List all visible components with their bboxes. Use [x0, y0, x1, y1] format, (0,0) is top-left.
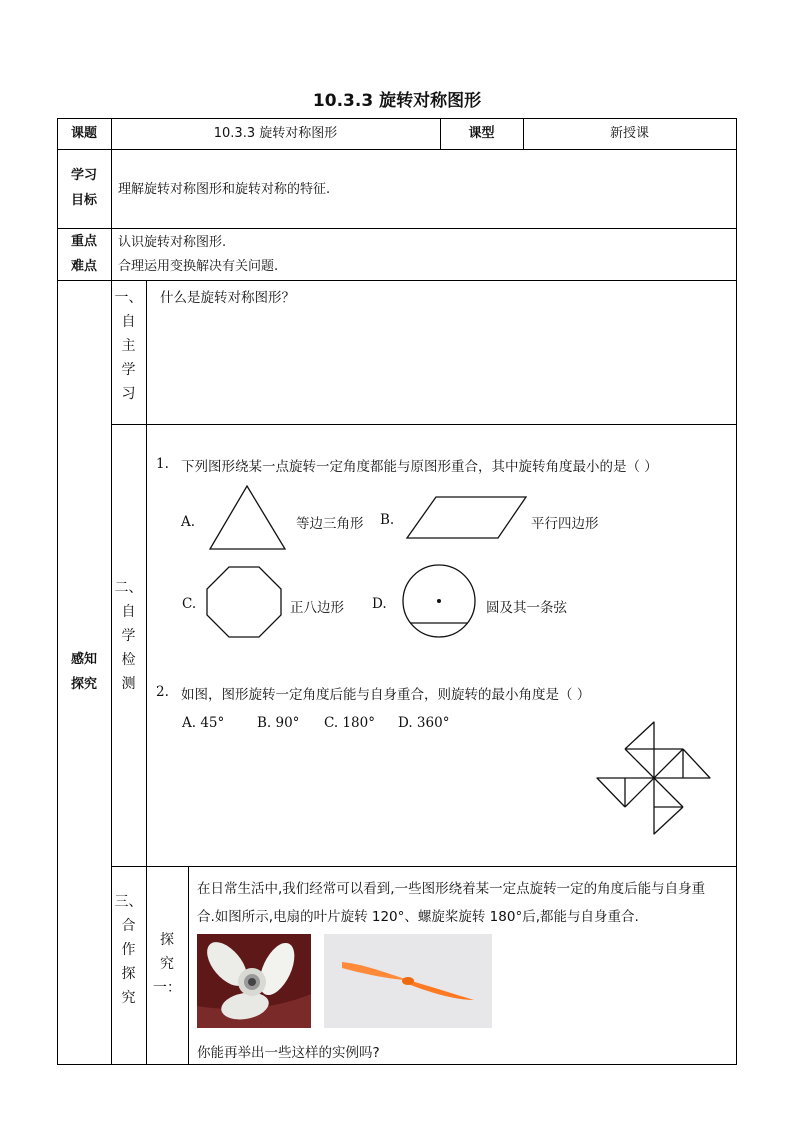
- fan-blade-photo: [197, 934, 311, 1028]
- propeller-photo: [324, 934, 492, 1028]
- explore-label-2: 探究: [70, 677, 97, 692]
- topic-label: 课题: [70, 126, 97, 141]
- type-label: 课型: [468, 126, 495, 141]
- option-a-letter: A.: [181, 514, 196, 530]
- q2-option-d: D. 360°: [398, 715, 450, 731]
- type-value: 新授课: [609, 126, 649, 141]
- inquiry-one-label: 探 究 一：: [153, 932, 181, 996]
- topic-value: 10.3.3 旋转对称图形: [213, 126, 338, 141]
- circle-with-chord-figure: [400, 563, 482, 643]
- q2-option-c: C. 180°: [324, 715, 375, 731]
- regular-octagon-figure: [205, 563, 285, 639]
- pinwheel-figure: [595, 720, 715, 838]
- section3-closing-question: 你能再举出一些这样的实例吗?: [197, 1045, 380, 1061]
- option-c-text: 正八边形: [290, 600, 344, 616]
- option-b-text: 平行四边形: [531, 516, 599, 532]
- objectives-label-2: 目标: [70, 193, 97, 208]
- option-d-text: 圆及其一条弦: [486, 600, 567, 616]
- equilateral-triangle-figure: [205, 484, 295, 554]
- keypoints-label-1: 重点: [70, 234, 97, 249]
- option-d-letter: D.: [372, 596, 387, 612]
- objectives-text: 理解旋转对称图形和旋转对称的特征.: [118, 182, 331, 197]
- option-c-letter: C.: [182, 596, 197, 612]
- section2-label: 二、 自 学 检 测: [114, 580, 143, 692]
- section3-label: 三、 合 作 探 究: [114, 894, 143, 1006]
- keypoints-line-1: 认识旋转对称图形.: [118, 235, 227, 250]
- option-a-text: 等边三角形: [296, 516, 364, 532]
- parallelogram-figure: [405, 495, 530, 545]
- q2-number: 2.: [156, 684, 169, 700]
- option-b-letter: B.: [380, 512, 395, 528]
- q1-text: 下列图形绕某一点旋转一定角度都能与原图形重合，其中旋转角度最小的是（ ）: [181, 459, 658, 475]
- objectives-label-1: 学习: [70, 168, 97, 183]
- explore-label-1: 感知: [70, 652, 97, 667]
- page-title: 10.3.3 旋转对称图形: [312, 91, 482, 111]
- section3-paragraph-line-2: 合.如图所示,电扇的叶片旋转 120°、螺旋桨旋转 180°后,都能与自身重合.: [197, 909, 639, 925]
- keypoints-line-2: 合理运用变换解决有关问题.: [118, 259, 279, 274]
- q2-option-b: B. 90°: [257, 715, 300, 731]
- q2-text: 如图，图形旋转一定角度后能与自身重合，则旋转的最小角度是（ ）: [181, 687, 591, 703]
- q1-number: 1.: [156, 456, 169, 472]
- keypoints-label-2: 难点: [70, 259, 97, 274]
- section3-paragraph-line-1: 在日常生活中,我们经常可以看到,一些图形绕着某一定点旋转一定的角度后能与自身重: [197, 881, 706, 897]
- q2-option-a: A. 45°: [182, 715, 225, 731]
- section1-question: 什么是旋转对称图形？: [160, 290, 295, 306]
- section1-label: 一、 自 主 学 习: [114, 290, 143, 402]
